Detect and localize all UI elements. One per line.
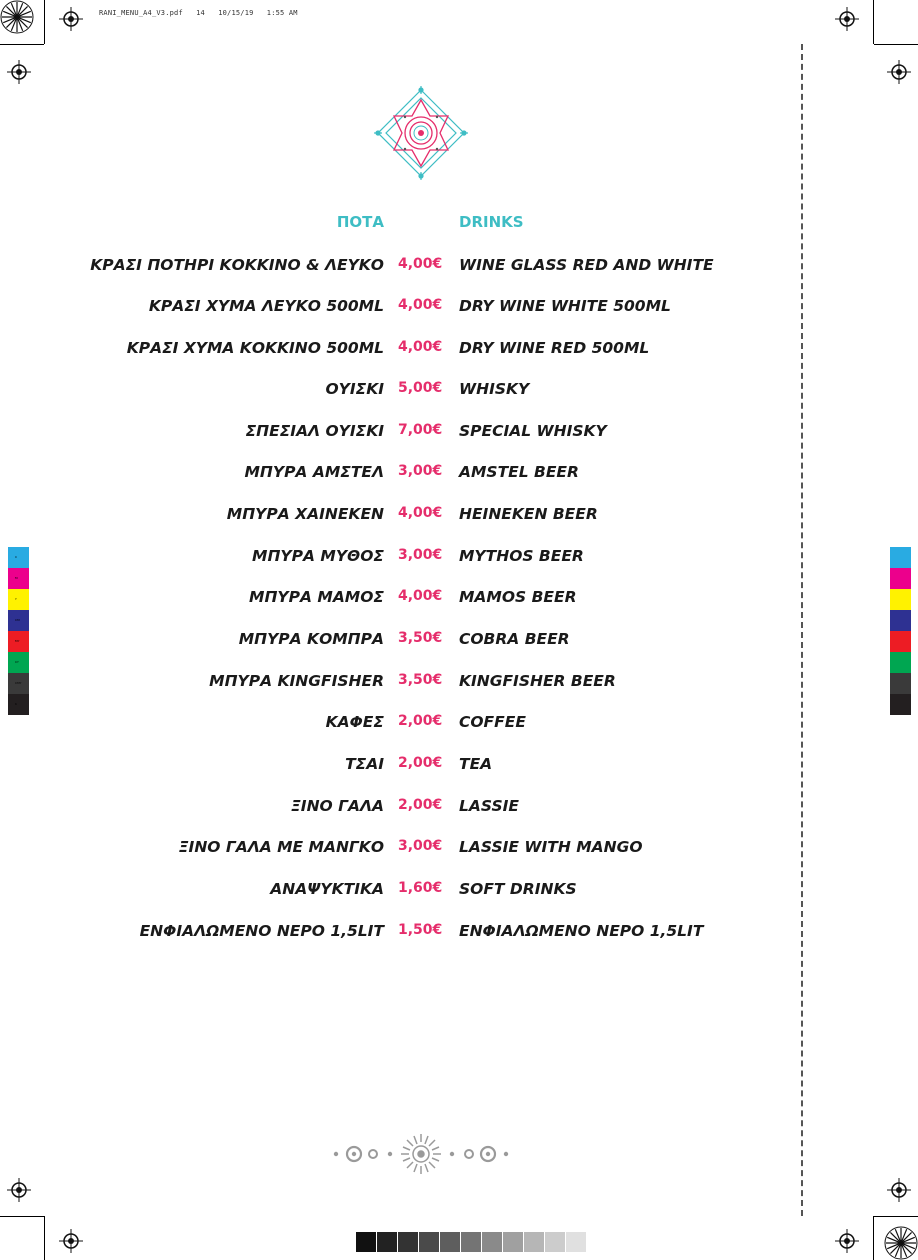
item-name-greek: ΚΑΦΕΣ bbox=[325, 713, 384, 731]
color-swatch bbox=[890, 694, 911, 715]
gray-step bbox=[482, 1232, 502, 1252]
item-name-english: SPECIAL WHISKY bbox=[459, 422, 607, 440]
color-swatch bbox=[8, 610, 29, 631]
menu-item bbox=[0, 713, 918, 733]
menu-header bbox=[0, 213, 918, 233]
item-name-english: COFFEE bbox=[459, 713, 526, 731]
registration-mark-icon bbox=[835, 1229, 859, 1253]
header-english: DRINKS bbox=[459, 213, 524, 231]
item-price: 3,50€ bbox=[398, 630, 443, 646]
footer-ornament-icon bbox=[330, 1132, 512, 1176]
item-name-greek: ΟΥΙΣΚΙ bbox=[325, 380, 384, 398]
registration-mark-icon bbox=[887, 60, 911, 84]
item-name-english: MYTHOS BEER bbox=[459, 547, 584, 565]
gray-step bbox=[377, 1232, 397, 1252]
item-price: 4,00€ bbox=[398, 297, 443, 313]
mandala-ornament-icon bbox=[374, 86, 468, 180]
color-swatch bbox=[8, 568, 29, 589]
item-price: 3,00€ bbox=[398, 547, 443, 563]
item-name-greek: ΚΡΑΣΙ ΧΥΜΑ ΛΕΥΚΟ 500ML bbox=[148, 297, 384, 315]
item-name-english: SOFT DRINKS bbox=[459, 880, 577, 898]
registration-mark-icon bbox=[7, 60, 31, 84]
crop-mark bbox=[873, 0, 874, 44]
swatch-label: M bbox=[15, 576, 18, 580]
crop-mark bbox=[874, 44, 918, 45]
menu-item bbox=[0, 672, 918, 692]
item-name-english: KINGFISHER BEER bbox=[459, 672, 616, 690]
gray-step bbox=[566, 1232, 586, 1252]
gray-step bbox=[440, 1232, 460, 1252]
color-swatch bbox=[8, 694, 29, 715]
color-swatch bbox=[890, 652, 911, 673]
header-greek: ΠΟΤΑ bbox=[336, 213, 384, 231]
menu-item bbox=[0, 797, 918, 817]
menu-item bbox=[0, 547, 918, 567]
slug-filename: RANI_MENU_A4_V3.pdf bbox=[99, 9, 183, 17]
color-swatch bbox=[8, 652, 29, 673]
color-swatch bbox=[8, 547, 29, 568]
item-price: 1,60€ bbox=[398, 880, 443, 896]
item-name-english: DRY WINE WHITE 500ML bbox=[459, 297, 671, 315]
crop-mark bbox=[44, 0, 45, 44]
menu-item bbox=[0, 422, 918, 442]
gray-step bbox=[356, 1232, 376, 1252]
item-name-english: LASSIE WITH MANGO bbox=[459, 838, 643, 856]
menu-item bbox=[0, 256, 918, 276]
item-name-english: HEINEKEN BEER bbox=[459, 505, 598, 523]
menu-item bbox=[0, 838, 918, 858]
gray-step bbox=[503, 1232, 523, 1252]
print-slug bbox=[99, 9, 298, 17]
item-price: 4,00€ bbox=[398, 339, 443, 355]
item-name-english: LASSIE bbox=[459, 797, 520, 815]
swatch-label: K bbox=[15, 702, 17, 706]
menu-item bbox=[0, 339, 918, 359]
gray-step bbox=[398, 1232, 418, 1252]
item-price: 1,50€ bbox=[398, 922, 443, 938]
item-name-greek: ΜΠΥΡΑ KINGFISHER bbox=[209, 672, 384, 690]
color-swatch bbox=[890, 547, 911, 568]
gray-step bbox=[545, 1232, 565, 1252]
item-name-english: TEA bbox=[459, 755, 493, 773]
item-price: 5,00€ bbox=[398, 380, 443, 396]
crop-mark bbox=[874, 1216, 918, 1217]
item-name-greek: ΕΝΦΙΑΛΩΜΕΝΟ ΝΕΡΟ 1,5LIT bbox=[139, 922, 384, 940]
swatch-label: C bbox=[15, 555, 18, 559]
slug-page: 14 bbox=[196, 9, 205, 17]
swatch-label: CM bbox=[15, 618, 20, 622]
registration-mark-icon bbox=[835, 7, 859, 31]
registration-mark-icon bbox=[7, 1178, 31, 1202]
color-swatch bbox=[890, 673, 911, 694]
item-name-greek: ΑΝΑΨΥΚΤΙΚΑ bbox=[270, 880, 384, 898]
menu-item bbox=[0, 380, 918, 400]
starburst-target-icon bbox=[884, 1226, 918, 1260]
gray-step bbox=[461, 1232, 481, 1252]
color-swatch bbox=[8, 631, 29, 652]
item-name-english: AMSTEL BEER bbox=[459, 463, 579, 481]
item-name-greek: ΜΠΥΡΑ ΚΟΜΠΡΑ bbox=[238, 630, 384, 648]
item-price: 2,00€ bbox=[398, 713, 443, 729]
item-name-greek: ΚΡΑΣΙ ΠΟΤΗΡΙ ΚΟΚΚΙΝΟ & ΛΕΥΚΟ bbox=[90, 256, 384, 274]
menu-item bbox=[0, 297, 918, 317]
item-price: 3,50€ bbox=[398, 672, 443, 688]
color-swatch bbox=[890, 631, 911, 652]
item-name-greek: ΣΠΕΣΙΑΛ ΟΥΙΣΚΙ bbox=[245, 422, 384, 440]
menu-item bbox=[0, 463, 918, 483]
registration-mark-icon bbox=[887, 1178, 911, 1202]
item-price: 4,00€ bbox=[398, 505, 443, 521]
item-name-greek: ΜΠΥΡΑ ΜΥΘΟΣ bbox=[252, 547, 384, 565]
swatch-label: CY bbox=[15, 660, 19, 664]
crop-mark bbox=[0, 44, 44, 45]
item-name-english: WINE GLASS RED AND WHITE bbox=[459, 256, 714, 274]
item-price: 3,00€ bbox=[398, 838, 443, 854]
crop-mark bbox=[873, 1216, 874, 1260]
registration-mark-icon bbox=[59, 1229, 83, 1253]
color-swatch bbox=[890, 610, 911, 631]
item-price: 2,00€ bbox=[398, 797, 443, 813]
color-swatch bbox=[890, 568, 911, 589]
swatch-label: MY bbox=[15, 639, 20, 643]
registration-mark-icon bbox=[59, 7, 83, 31]
gray-step bbox=[419, 1232, 439, 1252]
item-name-greek: ΚΡΑΣΙ ΧΥΜΑ ΚΟΚΚΙΝΟ 500ML bbox=[126, 339, 384, 357]
menu-item bbox=[0, 630, 918, 650]
item-price: 7,00€ bbox=[398, 422, 443, 438]
item-name-greek: ΜΠΥΡΑ ΧΑΙΝΕΚΕΝ bbox=[226, 505, 384, 523]
item-name-english: COBRA BEER bbox=[459, 630, 570, 648]
item-name-greek: ΤΣΑΙ bbox=[345, 755, 384, 773]
item-price: 4,00€ bbox=[398, 588, 443, 604]
slug-time: 1:55 AM bbox=[266, 9, 298, 17]
menu-item bbox=[0, 588, 918, 608]
item-name-english: MAMOS BEER bbox=[459, 588, 577, 606]
menu-item bbox=[0, 505, 918, 525]
starburst-target-icon bbox=[0, 0, 34, 34]
crop-mark bbox=[0, 1216, 44, 1217]
color-swatch bbox=[8, 589, 29, 610]
slug-date: 10/15/19 bbox=[218, 9, 254, 17]
menu-item bbox=[0, 880, 918, 900]
item-name-greek: ΜΠΥΡΑ ΜΑΜΟΣ bbox=[249, 588, 384, 606]
item-price: 4,00€ bbox=[398, 256, 443, 272]
item-name-english: WHISKY bbox=[459, 380, 530, 398]
crop-mark bbox=[44, 1216, 45, 1260]
item-name-english: DRY WINE RED 500ML bbox=[459, 339, 650, 357]
color-swatch bbox=[8, 673, 29, 694]
item-name-english: ΕΝΦΙΑΛΩΜΕΝΟ ΝΕΡΟ 1,5LIT bbox=[459, 922, 704, 940]
gray-step bbox=[524, 1232, 544, 1252]
swatch-label: CMY bbox=[15, 681, 22, 685]
item-price: 2,00€ bbox=[398, 755, 443, 771]
item-name-greek: ΞΙΝΟ ΓΑΛΑ ΜΕ ΜΑΝΓΚΟ bbox=[178, 838, 384, 856]
color-swatch bbox=[890, 589, 911, 610]
menu-item bbox=[0, 755, 918, 775]
item-name-greek: ΜΠΥΡΑ ΑΜΣΤΕΛ bbox=[244, 463, 384, 481]
item-name-greek: ΞΙΝΟ ΓΑΛΑ bbox=[291, 797, 384, 815]
item-price: 3,00€ bbox=[398, 463, 443, 479]
swatch-label: Y bbox=[15, 597, 17, 601]
menu-item bbox=[0, 922, 918, 942]
